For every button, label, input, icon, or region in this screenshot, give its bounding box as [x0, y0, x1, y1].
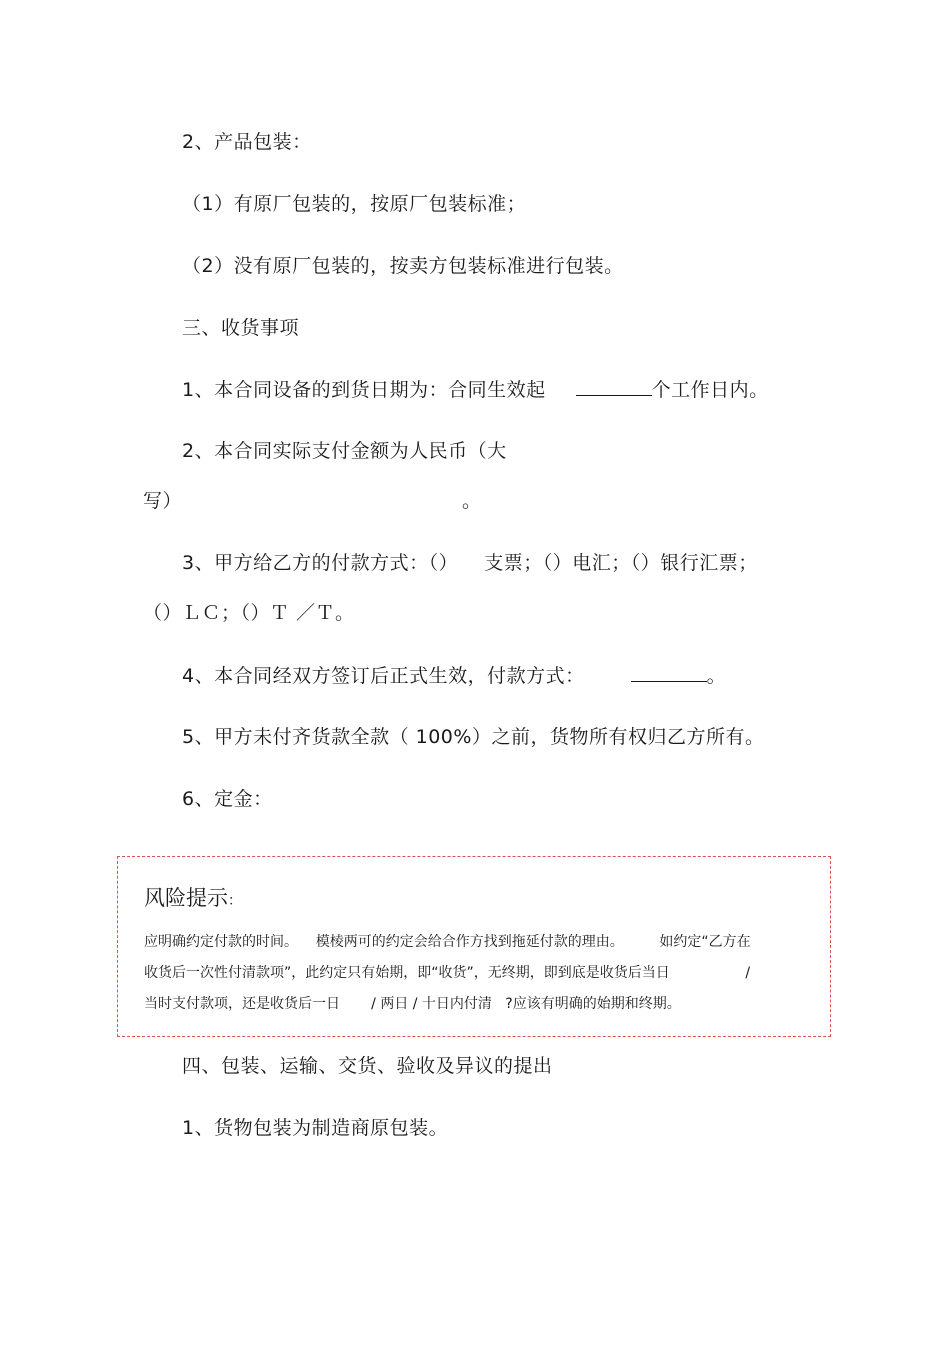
payment-method-options-line-2: （）ＬＣ；（）Ｔ ／Ｔ。: [143, 602, 355, 624]
risk-warning-line-3: 当时支付款项，还是收货后一日 / 两日 / 十日内付清 ?应该有明确的始期和终期。: [144, 996, 681, 1012]
delivery-date-suffix: 个工作日内。: [651, 379, 769, 401]
section-2-product-packaging-heading: 2、产品包装：: [182, 131, 312, 153]
payment-amount-clause: 2、本合同实际支付金额为人民币（大: [182, 440, 507, 462]
payment-amount-line-2: [143, 489, 482, 513]
delivery-date-clause: [182, 377, 769, 402]
payment-method-blank[interactable]: [631, 663, 707, 682]
risk-warning-box: [117, 856, 831, 1037]
risk-warning-title-text: 风险提示: [144, 886, 228, 910]
goods-packaging-clause: 1、货物包装为制造商原包装。: [182, 1117, 449, 1139]
deposit-clause: 6、定金：: [182, 788, 273, 810]
risk-warning-title-colon: ：: [228, 893, 242, 909]
effective-payment-end: 。: [706, 665, 727, 687]
payment-method-options: 3、甲方给乙方的付款方式：（） 支票；（）电汇；（）银行汇票；: [182, 552, 758, 574]
packaging-item-2: （2）没有原厂包装的，按卖方包装标准进行包装。: [182, 255, 624, 277]
delivery-date-text: 1、本合同设备的到货日期为：合同生效起: [182, 379, 546, 401]
payment-amount-label: 写）: [143, 490, 183, 512]
payment-amount-end: 。: [462, 490, 482, 512]
effective-payment-clause: [182, 663, 726, 688]
risk-warning-line-2: 收货后一次性付清款项”，此约定只有始期，即“收货”，无终期，即到底是收货后当日 /: [144, 965, 751, 981]
risk-warning-title: [144, 885, 242, 914]
delivery-days-blank[interactable]: [576, 377, 652, 396]
risk-warning-line-1: 应明确约定付款的时间。 模棱两可的约定会给合作方找到拖延付款的理由。 如约定“乙方在: [144, 934, 751, 950]
packaging-item-1: （1）有原厂包装的，按原厂包装标准；: [182, 193, 527, 215]
section-3-heading: 三、收货事项: [182, 317, 300, 339]
section-4-heading: 四、包装、运输、交货、验收及异议的提出: [182, 1055, 553, 1077]
effective-payment-text: 4、本合同经双方签订后正式生效，付款方式：: [182, 665, 585, 687]
ownership-clause: 5、甲方未付齐货款全款（ 100%）之前，货物所有权归乙方所有。: [182, 726, 765, 748]
